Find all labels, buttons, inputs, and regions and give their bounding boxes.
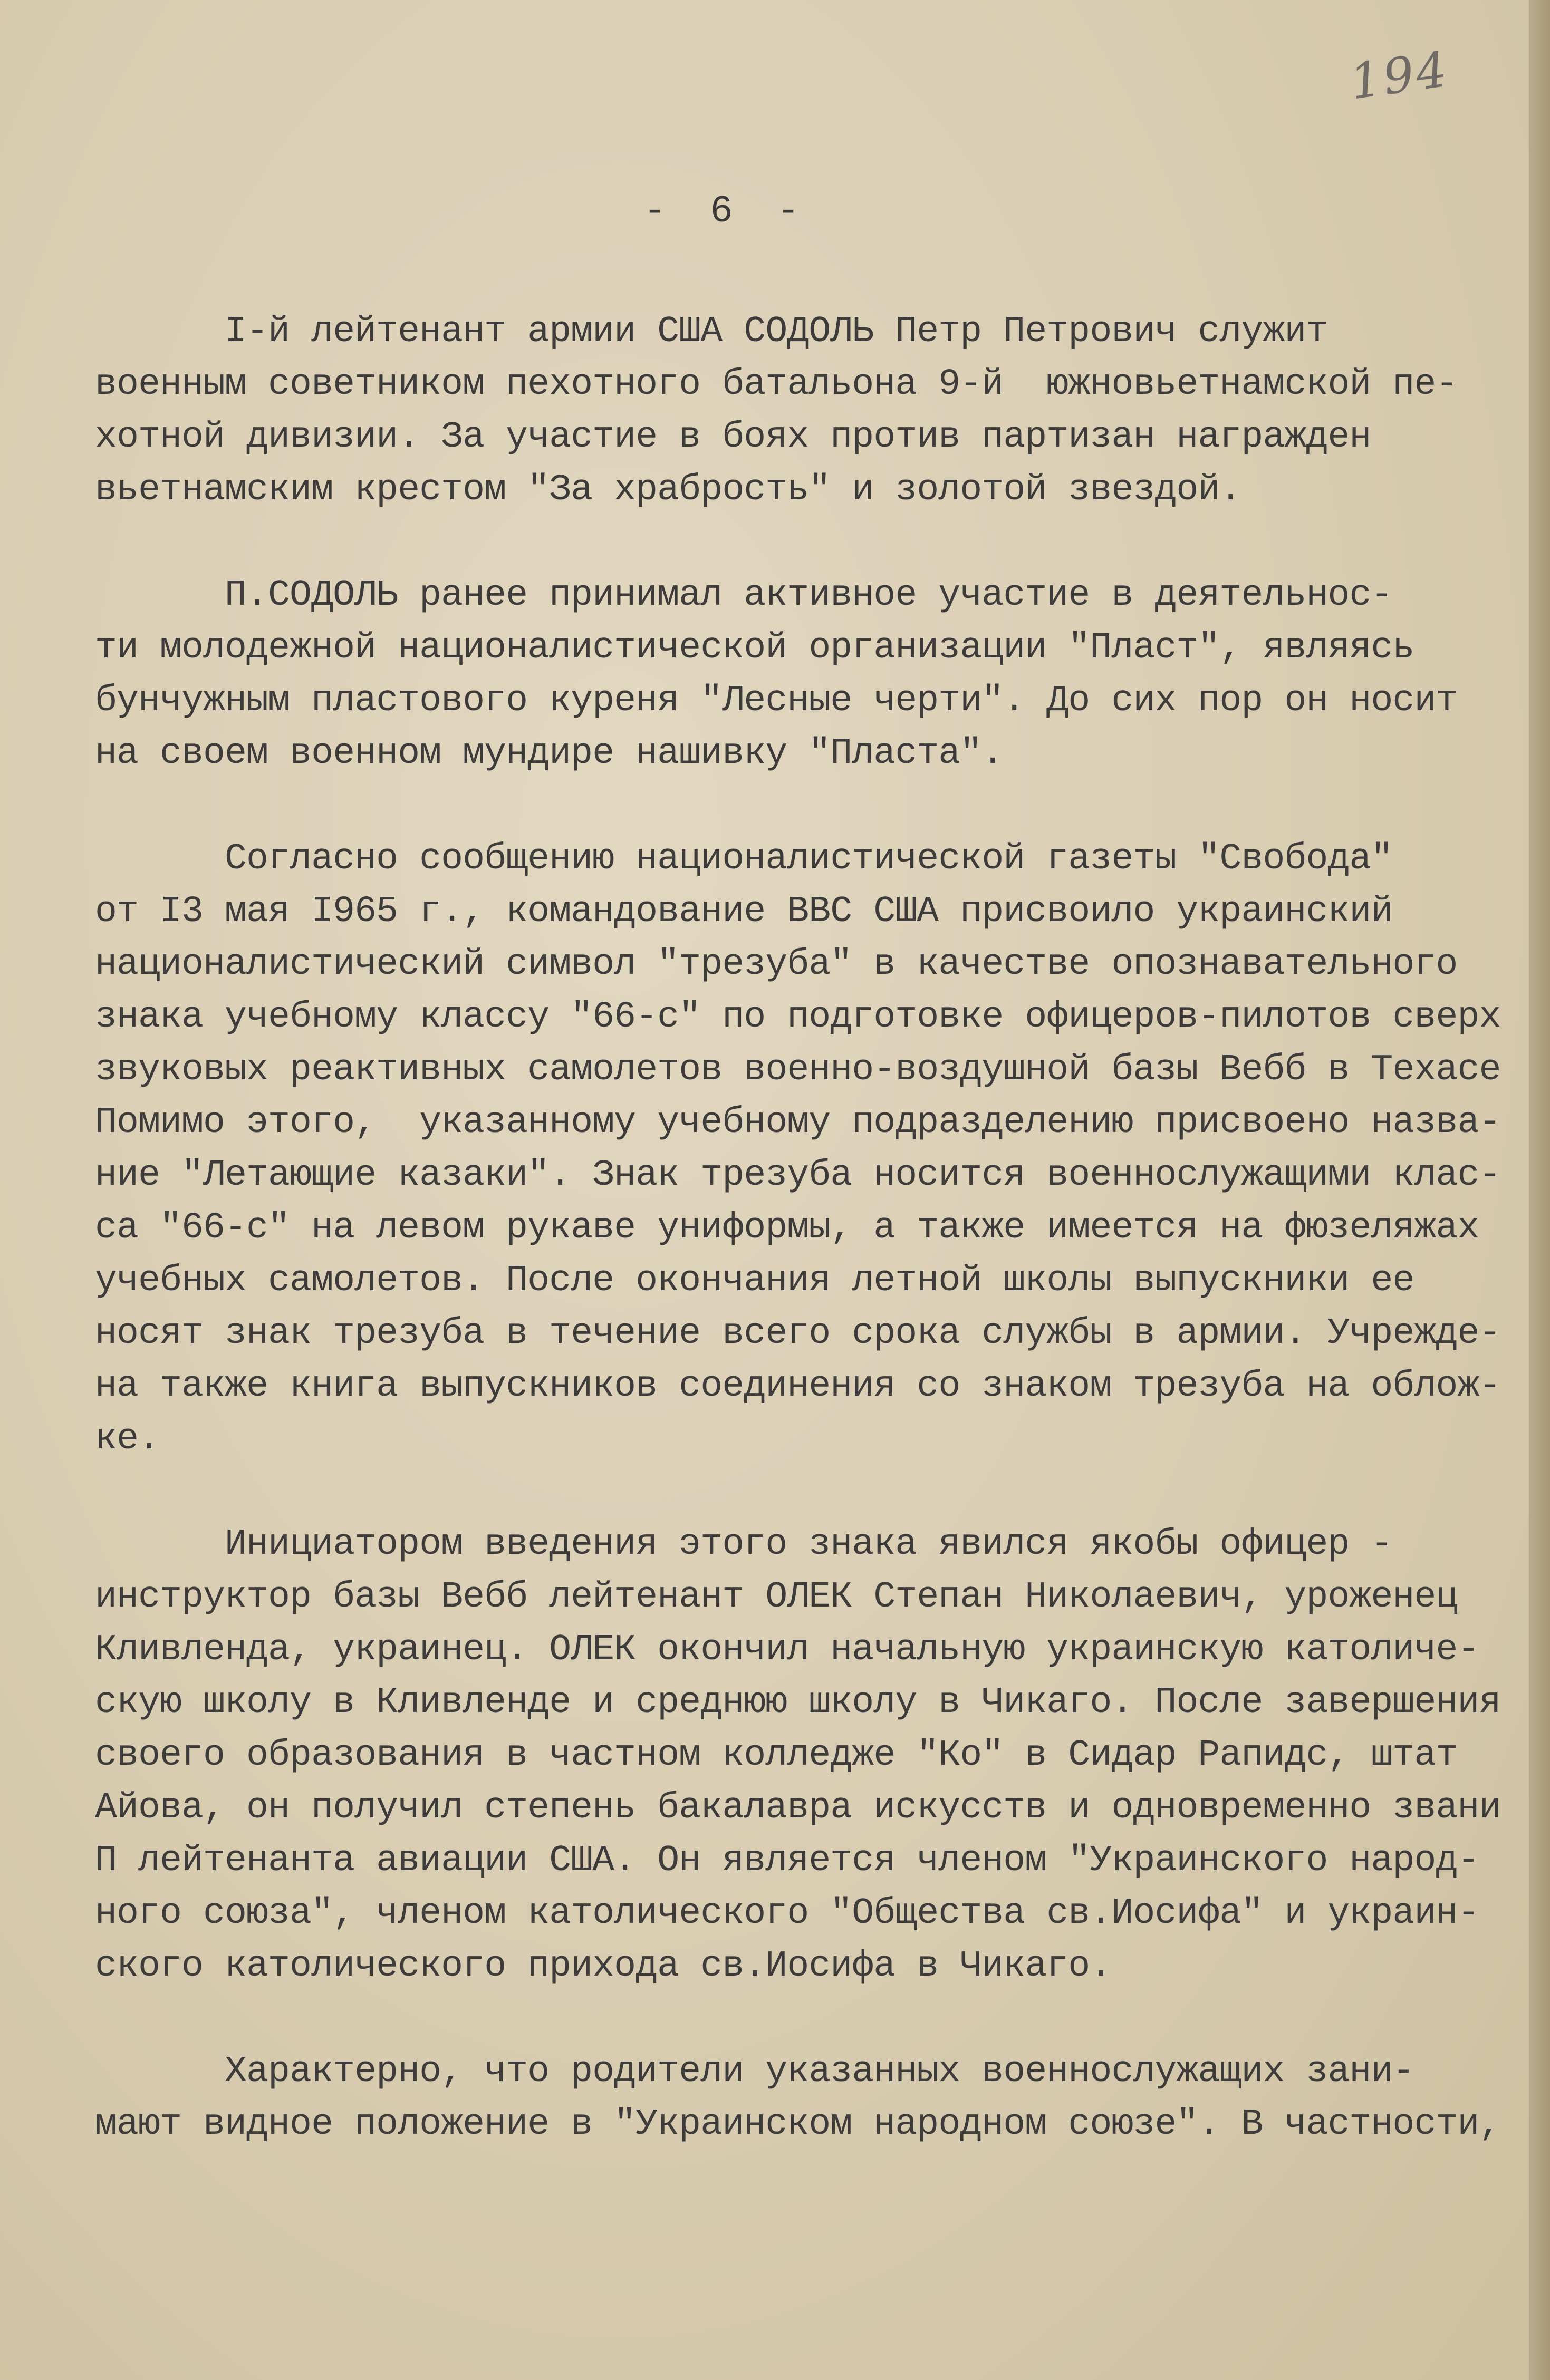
text-line: учебных самолетов. После окончания летной школы выпускники ее bbox=[95, 1260, 1414, 1302]
text-line: националистический символ "трезуба" в качестве опознавательного bbox=[95, 944, 1458, 985]
page-number: - 6 - bbox=[643, 190, 811, 233]
text-line: скую школу в Кливленде и среднюю школу в Чикаго. После завершения bbox=[95, 1682, 1501, 1724]
paragraph-4 bbox=[95, 1518, 1529, 1993]
text-line: носят знак трезуба в течение всего срока службы в армии. Учрежде- bbox=[95, 1313, 1501, 1355]
text-line: Помимо этого, указанному учебному подразделению присвоено назва- bbox=[95, 1102, 1501, 1144]
paragraph-1 bbox=[95, 306, 1529, 517]
text-line: мают видное положение в "Украинском народном союзе". В частности, bbox=[95, 2104, 1501, 2145]
text-line: ние "Летающие казаки". Знак трезуба носится военнослужащими клас- bbox=[95, 1155, 1501, 1196]
text-line: инструктор базы Вебб лейтенант ОЛЕК Степан Николаевич, уроженец bbox=[95, 1576, 1458, 1618]
text-line: П лейтенанта авиации США. Он является членом "Украинского народ- bbox=[95, 1840, 1479, 1882]
text-line: хотной дивизии. За участие в боях против партизан награжден bbox=[95, 417, 1371, 458]
text-line: Айова, он получил степень бакалавра искусств и одновременно звани bbox=[95, 1787, 1501, 1829]
archive-sheet-number: 194 bbox=[1346, 41, 1453, 111]
text-line: своего образования в частном колледже "Ко" в Сидар Рапидс, штат bbox=[95, 1735, 1458, 1776]
text-line: П.СОДОЛЬ ранее принимал активное участие в деятельнос- bbox=[95, 575, 1393, 616]
text-line: от I3 мая I965 г., командование ВВС США присвоило украинский bbox=[95, 891, 1393, 933]
text-line: военным советником пехотного батальона 9-й южновьетнамской пе- bbox=[95, 364, 1458, 405]
text-line: бунчужным пластового куреня "Лесные черти". До сих пор он носит bbox=[95, 680, 1458, 722]
text-line: на своем военном мундире нашивку "Пласта". bbox=[95, 733, 1004, 775]
text-line: на также книга выпускников соединения со знаком трезуба на облож- bbox=[95, 1366, 1501, 1407]
paragraph-5 bbox=[95, 2046, 1529, 2151]
text-line: ке. bbox=[95, 1418, 160, 1460]
text-line: Согласно сообщению националистической газеты "Свобода" bbox=[95, 838, 1393, 880]
text-line: ного союза", членом католического "Общества св.Иосифа" и украин- bbox=[95, 1893, 1479, 1934]
document-body bbox=[95, 306, 1529, 2151]
paragraph-3 bbox=[95, 833, 1529, 1466]
text-line: са "66-с" на левом рукаве униформы, а также имеется на фюзеляжах bbox=[95, 1207, 1479, 1249]
text-line: I-й лейтенант армии США СОДОЛЬ Петр Петрович служит bbox=[95, 311, 1328, 353]
text-line: ти молодежной националистической организации "Пласт", являясь bbox=[95, 627, 1414, 669]
text-line: Инициатором введения этого знака явился якобы офицер - bbox=[95, 1524, 1393, 1565]
text-line: Кливленда, украинец. ОЛЕК окончил начальную украинскую католиче- bbox=[95, 1629, 1479, 1671]
text-line: вьетнамским крестом "За храбрость" и золотой звездой. bbox=[95, 469, 1241, 511]
text-line: знака учебному классу "66-с" по подготовке офицеров-пилотов сверх bbox=[95, 996, 1501, 1038]
text-line: звуковых реактивных самолетов военно-воздушной базы Вебб в Техасе bbox=[95, 1049, 1501, 1091]
page-edge-shadow bbox=[1529, 0, 1550, 2380]
text-line: Характерно, что родители указанных военнослужащих зани- bbox=[95, 2051, 1414, 2093]
text-line: ского католического прихода св.Иосифа в Чикаго. bbox=[95, 1946, 1112, 1987]
paragraph-2 bbox=[95, 569, 1529, 780]
